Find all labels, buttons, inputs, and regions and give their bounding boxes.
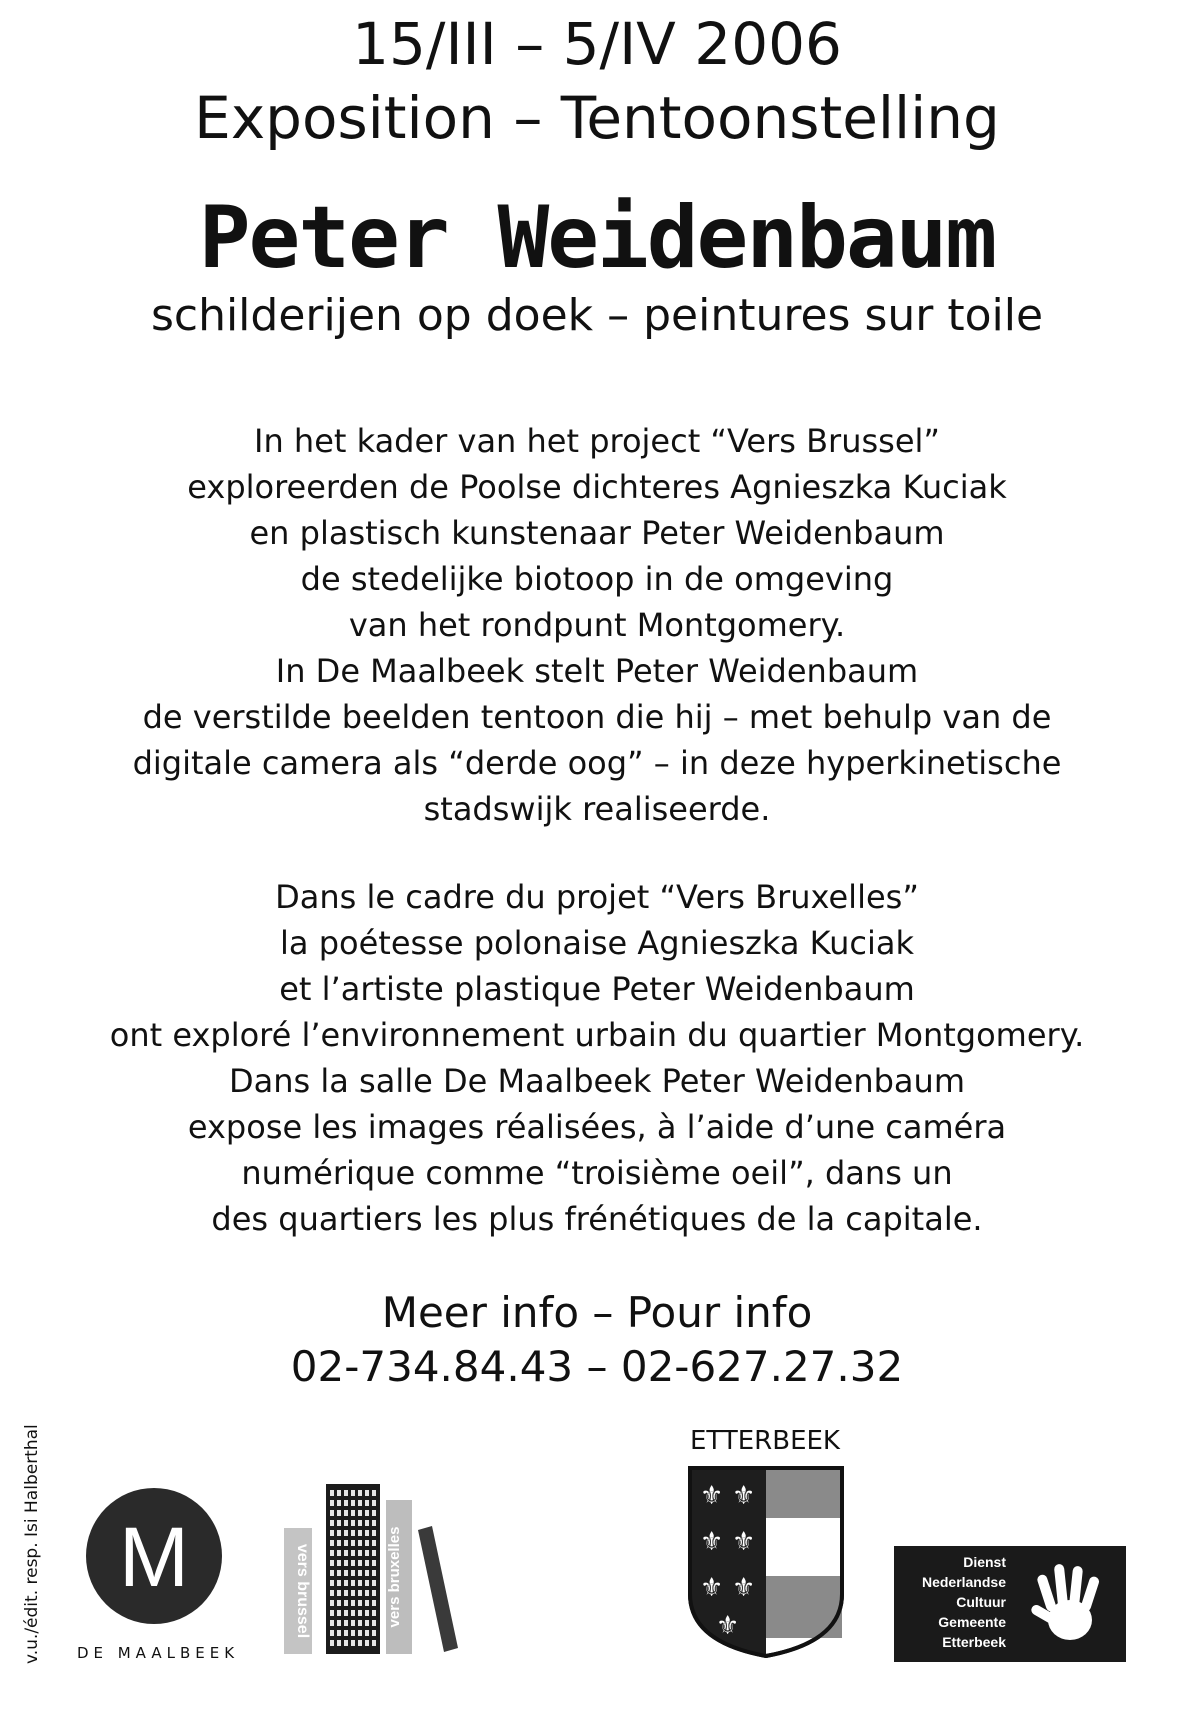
- building-window: [337, 1520, 341, 1526]
- building-window: [330, 1510, 334, 1516]
- svg-text:⚜: ⚜: [700, 1573, 724, 1603]
- building-window: [372, 1520, 376, 1526]
- info-heading: Meer info – Pour info: [381, 1288, 813, 1337]
- building-window: [358, 1490, 362, 1496]
- building-window: [351, 1600, 355, 1606]
- building-window: [344, 1560, 348, 1566]
- building-window: [337, 1510, 341, 1516]
- french-line: Dans le cadre du projet “Vers Bruxelles”: [275, 878, 919, 916]
- etterbeek-coat-of-arms-icon: [686, 1464, 846, 1660]
- building-window: [372, 1510, 376, 1516]
- dutch-paragraph: [0, 418, 1194, 832]
- building-window: [351, 1580, 355, 1586]
- dienst-line: Etterbeek: [942, 1634, 1006, 1650]
- building-window: [358, 1510, 362, 1516]
- french-line: numérique comme “troisième oeil”, dans un: [241, 1154, 953, 1192]
- building-window: [330, 1530, 334, 1536]
- building-window: [372, 1600, 376, 1606]
- french-paragraph: [0, 874, 1194, 1242]
- vers-bruxelles-label: vers bruxelles: [386, 1526, 403, 1628]
- building-window: [358, 1540, 362, 1546]
- building-window: [344, 1540, 348, 1546]
- building-window: [337, 1630, 341, 1636]
- building-icon: [326, 1484, 380, 1654]
- building-window: [358, 1640, 362, 1646]
- svg-text:⚜: ⚜: [700, 1481, 724, 1511]
- building-window: [344, 1510, 348, 1516]
- building-window: [337, 1600, 341, 1606]
- dienst-line: Gemeente: [938, 1614, 1006, 1630]
- building-window: [330, 1550, 334, 1556]
- building-window: [372, 1560, 376, 1566]
- building-window: [372, 1490, 376, 1496]
- building-window: [344, 1490, 348, 1496]
- dutch-line: de verstilde beelden tentoon die hij – met behulp van de: [142, 698, 1052, 736]
- building-window: [351, 1640, 355, 1646]
- building-window: [365, 1610, 369, 1616]
- building-window: [358, 1530, 362, 1536]
- dienst-line: Cultuur: [956, 1594, 1006, 1610]
- building-window: [337, 1540, 341, 1546]
- dienst-nederlandse-cultuur-logo: [894, 1546, 1126, 1662]
- exhibition-heading: Exposition – Tentoonstelling: [194, 84, 1000, 152]
- french-line: la poétesse polonaise Agnieszka Kuciak: [280, 924, 914, 962]
- building-window: [351, 1540, 355, 1546]
- etterbeek-name: ETTERBEEK: [690, 1426, 840, 1456]
- svg-text:⚜: ⚜: [732, 1573, 756, 1603]
- building-window: [337, 1640, 341, 1646]
- dienst-line: Nederlandse: [921, 1574, 1006, 1590]
- building-window: [372, 1580, 376, 1586]
- building-window: [358, 1500, 362, 1506]
- info-phone-numbers: 02-734.84.43 – 02-627.27.32: [290, 1342, 904, 1391]
- building-window: [351, 1630, 355, 1636]
- building-window: [351, 1530, 355, 1536]
- french-line: Dans la salle De Maalbeek Peter Weidenbaum: [229, 1062, 965, 1100]
- building-window: [372, 1620, 376, 1626]
- building-window: [358, 1620, 362, 1626]
- vers-brussel-logo: [280, 1478, 470, 1658]
- building-window: [330, 1610, 334, 1616]
- building-window: [351, 1620, 355, 1626]
- building-window: [330, 1490, 334, 1496]
- building-window: [337, 1500, 341, 1506]
- building-window: [344, 1530, 348, 1536]
- building-window: [358, 1600, 362, 1606]
- building-window: [337, 1590, 341, 1596]
- building-window: [344, 1600, 348, 1606]
- dutch-line: In De Maalbeek stelt Peter Weidenbaum: [275, 652, 919, 690]
- building-window: [344, 1520, 348, 1526]
- building-window: [344, 1580, 348, 1586]
- building-window: [365, 1520, 369, 1526]
- svg-text:⚜: ⚜: [732, 1481, 756, 1511]
- building-window: [372, 1550, 376, 1556]
- building-window: [372, 1570, 376, 1576]
- building-window: [351, 1520, 355, 1526]
- building-window: [365, 1630, 369, 1636]
- building-window: [372, 1530, 376, 1536]
- building-window: [372, 1500, 376, 1506]
- building-window: [365, 1550, 369, 1556]
- building-window: [358, 1580, 362, 1586]
- building-window: [365, 1590, 369, 1596]
- hand-icon: [1018, 1554, 1118, 1654]
- building-window: [365, 1640, 369, 1646]
- french-line: ont exploré l’environnement urbain du quartier Montgomery.: [109, 1016, 1085, 1054]
- building-window: [337, 1530, 341, 1536]
- building-window: [330, 1600, 334, 1606]
- building-window: [337, 1570, 341, 1576]
- dutch-line: exploreerden de Poolse dichteres Agnieszka Kuciak: [187, 468, 1007, 506]
- building-window: [351, 1570, 355, 1576]
- maalbeek-logo-letter: M: [119, 1510, 189, 1604]
- building-window: [344, 1640, 348, 1646]
- building-window: [351, 1500, 355, 1506]
- building-window: [365, 1600, 369, 1606]
- building-window: [337, 1580, 341, 1586]
- building-window: [365, 1570, 369, 1576]
- building-window: [344, 1550, 348, 1556]
- dutch-line: de stedelijke biotoop in de omgeving: [300, 560, 894, 598]
- french-line: et l’artiste plastique Peter Weidenbaum: [279, 970, 915, 1008]
- building-window: [365, 1540, 369, 1546]
- building-window: [330, 1630, 334, 1636]
- building-window: [365, 1490, 369, 1496]
- building-window: [365, 1500, 369, 1506]
- dutch-line: In het kader van het project “Vers Brussel”: [254, 422, 940, 460]
- building-window: [358, 1570, 362, 1576]
- building-window: [330, 1580, 334, 1586]
- dutch-line: digitale camera als “derde oog” – in deze hyperkinetische: [132, 744, 1062, 782]
- building-window: [344, 1630, 348, 1636]
- building-window: [337, 1610, 341, 1616]
- building-window: [344, 1570, 348, 1576]
- building-window: [358, 1520, 362, 1526]
- building-window: [365, 1530, 369, 1536]
- building-window: [330, 1560, 334, 1566]
- exhibition-dates: 15/III – 5/IV 2006: [352, 10, 842, 78]
- exhibition-subtitle: schilderijen op doek – peintures sur toile: [150, 290, 1044, 341]
- leaning-bar: [418, 1526, 458, 1652]
- building-window: [330, 1640, 334, 1646]
- building-window: [330, 1540, 334, 1546]
- building-window: [358, 1610, 362, 1616]
- building-window: [365, 1620, 369, 1626]
- building-window: [372, 1610, 376, 1616]
- building-window: [358, 1560, 362, 1566]
- building-window: [351, 1510, 355, 1516]
- dutch-line: en plastisch kunstenaar Peter Weidenbaum: [249, 514, 945, 552]
- dutch-line: van het rondpunt Montgomery.: [348, 606, 846, 644]
- building-window: [337, 1560, 341, 1566]
- artist-name: Peter Weidenbaum: [198, 188, 996, 288]
- dienst-label: [894, 1552, 1006, 1652]
- building-window: [330, 1500, 334, 1506]
- svg-text:⚜: ⚜: [732, 1527, 756, 1557]
- building-window: [330, 1520, 334, 1526]
- building-window: [344, 1620, 348, 1626]
- building-window: [337, 1490, 341, 1496]
- building-window: [365, 1580, 369, 1586]
- building-window: [372, 1630, 376, 1636]
- dienst-line: Dienst: [963, 1554, 1006, 1570]
- building-window: [337, 1620, 341, 1626]
- building-window: [330, 1590, 334, 1596]
- building-window: [351, 1560, 355, 1566]
- building-window: [351, 1550, 355, 1556]
- building-window: [344, 1500, 348, 1506]
- building-window: [344, 1610, 348, 1616]
- svg-text:⚜: ⚜: [700, 1527, 724, 1557]
- building-window: [372, 1540, 376, 1546]
- building-window: [358, 1630, 362, 1636]
- building-window: [351, 1490, 355, 1496]
- french-line: des quartiers les plus frénétiques de la capitale.: [211, 1200, 983, 1238]
- building-window: [351, 1610, 355, 1616]
- building-window: [330, 1620, 334, 1626]
- building-window: [358, 1590, 362, 1596]
- building-window: [372, 1590, 376, 1596]
- vers-brussel-label: vers brussel: [294, 1543, 311, 1639]
- svg-text:⚜: ⚜: [716, 1611, 740, 1641]
- maalbeek-name: DE MAALBEEK: [76, 1644, 240, 1662]
- building-window: [365, 1510, 369, 1516]
- building-window: [337, 1550, 341, 1556]
- building-window: [344, 1590, 348, 1596]
- dutch-line: stadswijk realiseerde.: [423, 790, 771, 828]
- french-line: expose les images réalisées, à l’aide d’une caméra: [187, 1108, 1007, 1146]
- building-window: [365, 1560, 369, 1566]
- building-window: [372, 1640, 376, 1646]
- building-window: [358, 1550, 362, 1556]
- building-window: [351, 1590, 355, 1596]
- building-window: [330, 1570, 334, 1576]
- responsible-publisher: v.u./édit. resp. Isi Halberthal: [22, 1424, 42, 1664]
